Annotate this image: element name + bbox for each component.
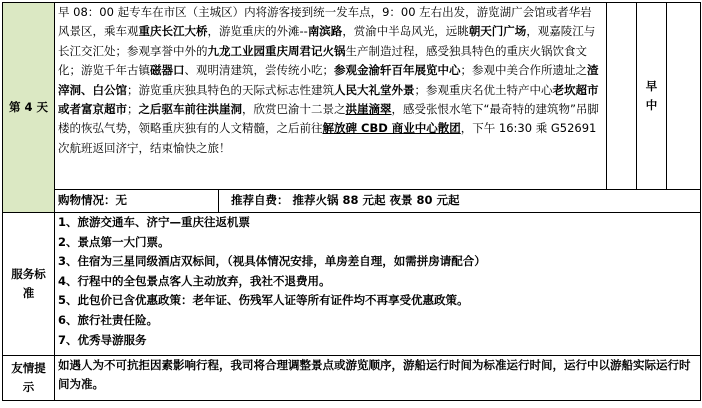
highlight-text: 洪崖洞 bbox=[207, 102, 242, 117]
description-text: ；参观中美合作所遗址之 bbox=[460, 63, 587, 78]
service-item: 3、住宿为三星同级酒店双标间，（视具体情况安排，单房差自理，如需拼房请配合） bbox=[58, 254, 486, 269]
highlight-text: 渣滓洞、白公馆 bbox=[58, 63, 599, 97]
highlight-text: 朝天门广场 bbox=[468, 24, 527, 39]
tips-text: 如遇人为不可抗拒因素影响行程，我司将合理调整景点或游览顺序，游船运行时间为标准运行时间，运行中以游船实际运行时间为准。 bbox=[58, 358, 691, 391]
meal-spacer-cell bbox=[607, 3, 637, 190]
highlight-text: 九龙工业园重庆周君记火锅 bbox=[207, 43, 346, 58]
day-description bbox=[58, 3, 603, 158]
highlight-text: 参观金渝轩百年展览中心 bbox=[334, 63, 461, 78]
highlight-text: 解放碑 CBD 商业中心散团 bbox=[322, 121, 461, 136]
description-text: 、观明清建筑，尝传统小吃； bbox=[184, 63, 334, 78]
highlight-text: 洪崖滴翠 bbox=[345, 102, 392, 117]
service-item: 6、旅行社责任险。 bbox=[58, 312, 159, 327]
service-label: 服务标准 bbox=[11, 266, 46, 300]
description-text: ； bbox=[127, 102, 139, 117]
tips-label: 友情提示 bbox=[11, 360, 46, 394]
description-text: ，游览重庆的外滩-- bbox=[207, 24, 308, 39]
service-list bbox=[58, 213, 697, 350]
highlight-text: 之后驱车前往 bbox=[138, 102, 208, 117]
description-text: ，感受张恨水笔下“最奇特的建筑物”吊脚楼的恢弘气势，领略重庆独有的人文精髓，之后前往 bbox=[58, 102, 599, 136]
highlight-text: 南滨路 bbox=[307, 24, 343, 39]
day-label: 第 4 天 bbox=[8, 99, 48, 114]
itinerary-table bbox=[2, 2, 701, 401]
service-item: 5、此包价已含优惠政策：老年证、伤残军人证等所有证件均不再享受优惠政策。 bbox=[58, 293, 469, 308]
tips-content-cell bbox=[55, 356, 701, 401]
shopping-info: 购物情况：无 bbox=[55, 190, 219, 212]
description-text: ，欣赏巴渝十二景之 bbox=[242, 102, 346, 117]
tips-label-cell bbox=[3, 356, 55, 401]
service-content-cell bbox=[55, 213, 701, 356]
hotel-cell bbox=[667, 3, 701, 190]
highlight-text: 重庆长江大桥 bbox=[138, 24, 208, 39]
description-text: ；参观重庆名优土特产中心 bbox=[414, 82, 553, 97]
service-item: 2、景点第一大门票。 bbox=[58, 234, 170, 249]
description-text: ，赏渝中半岛风光，远眺 bbox=[342, 24, 469, 39]
day-label-cell bbox=[3, 3, 55, 213]
day-description-cell bbox=[55, 3, 607, 190]
description-text: ；游览重庆独具特色的天际式标志性建筑 bbox=[127, 82, 334, 97]
highlight-text: 磁器口 bbox=[150, 63, 185, 78]
description-text: 生产制造过程，感受独具特色的重庆火锅饮食文化；游览千年古镇 bbox=[58, 43, 587, 78]
shopping-row bbox=[55, 190, 701, 213]
highlight-text: 人民大礼堂外景 bbox=[334, 82, 415, 97]
highlight-text: 老坎超市或者富京超市 bbox=[58, 82, 599, 117]
service-item: 1、旅游交通车、济宁—重庆往返机票 bbox=[58, 215, 250, 229]
service-item: 4、行程中的全包景点客人主动放弃，我社不退费用。 bbox=[58, 273, 331, 288]
self-pay-info: 推荐自费： 推荐火锅 88 元起 夜景 80 元起 bbox=[231, 193, 460, 208]
description-text: ，观嘉陵江与长江交汇处；参观享誉中外的 bbox=[58, 24, 596, 58]
description-text: 早 08：00 起专车在市区（主城区）内将游客接到统一发车点，9：00 左右出发，游览湖广会馆或者华岩风景区，乘车观 bbox=[58, 5, 592, 39]
service-item: 7、优秀导游服务 bbox=[58, 332, 147, 347]
meal-cell bbox=[637, 3, 667, 190]
meal-label: 早中 bbox=[645, 78, 658, 112]
description-text: ，下午 16:30 乘 G52691 次航班返回济宁，结束愉快之旅！ bbox=[58, 121, 597, 155]
service-label-cell bbox=[3, 213, 55, 356]
